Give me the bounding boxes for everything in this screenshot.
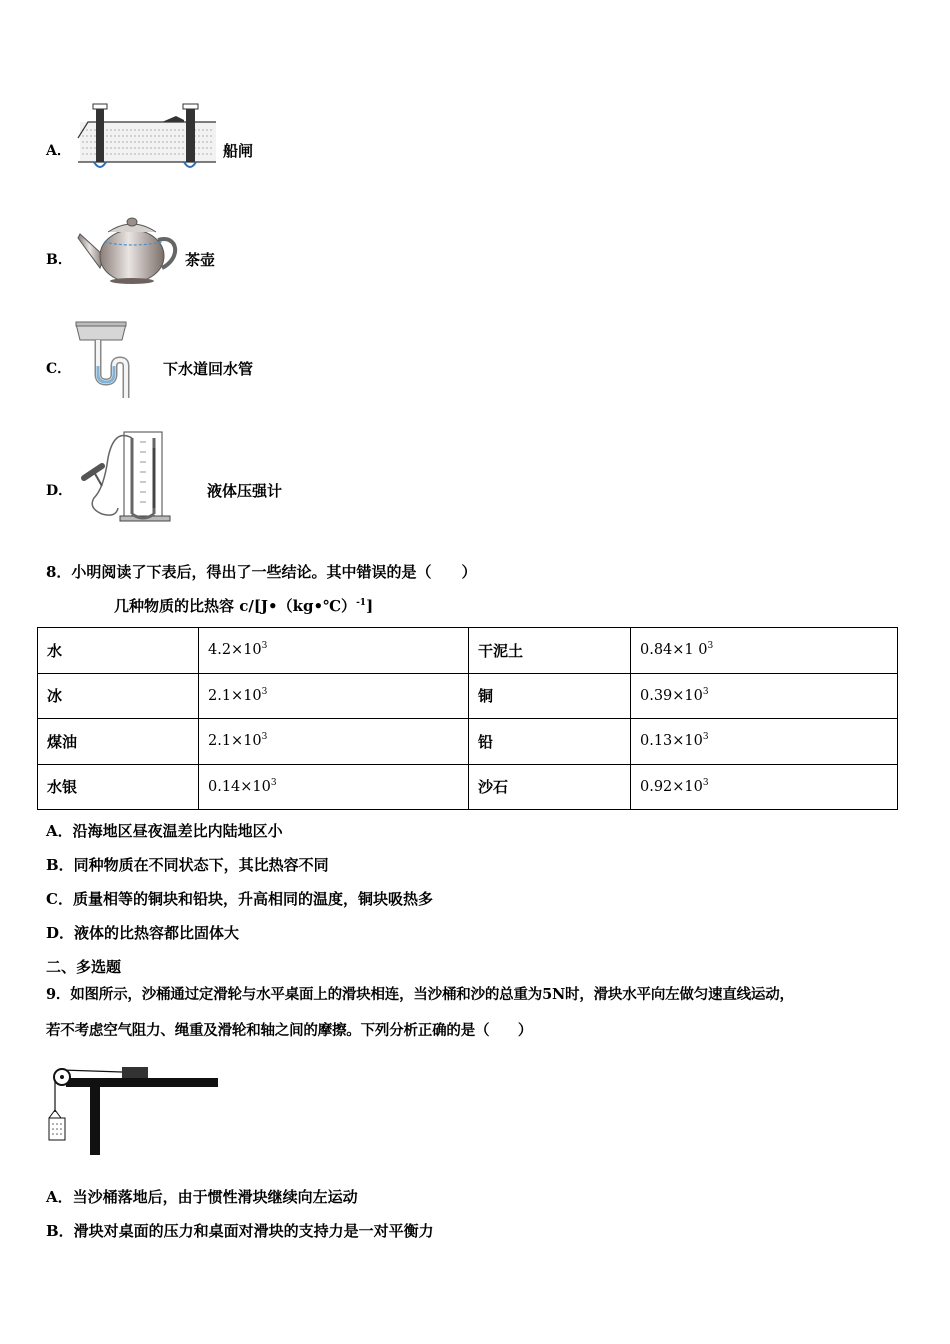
q8-option-b: B．同种物质在不同状态下，其比热容不同 xyxy=(46,856,329,874)
q8-option-c: C．质量相等的铜块和铅块，升高相同的温度，铜块吸热多 xyxy=(46,890,433,908)
substance-value: $4.2\times 10^3$ xyxy=(199,628,469,674)
option-d-label: D． xyxy=(46,483,73,499)
option-c-caption: 下水道回水管 xyxy=(163,360,254,378)
teapot-icon xyxy=(74,212,184,286)
pulley-table-icon xyxy=(46,1060,222,1160)
q8-stem: 8．小明阅读了下表后，得出了一些结论。其中错误的是（ ） xyxy=(46,563,477,581)
sink-trap-icon xyxy=(74,320,140,400)
substance-value: $0.13\times 10^3$ xyxy=(631,719,898,765)
specific-heat-table xyxy=(37,627,898,810)
substance-name: 水银 xyxy=(38,764,199,810)
table-row xyxy=(38,764,898,810)
table-row xyxy=(38,628,898,674)
q8-table-title: 几种物质的比热容 c/[J•（kg•℃）$^{-1}$] xyxy=(114,597,374,615)
q9-option-a: A．当沙桶落地后，由于惯性滑块继续向左运动 xyxy=(46,1188,358,1206)
substance-value: 0.84×1 $0^3$ xyxy=(631,628,898,674)
substance-name: 铜 xyxy=(469,673,631,719)
option-d-caption: 液体压强计 xyxy=(207,482,283,500)
q8-option-d: D．液体的比热容都比固体大 xyxy=(46,924,240,942)
substance-name: 煤油 xyxy=(38,719,199,765)
table-row xyxy=(38,673,898,719)
q9-stem-line1: 9．如图所示，沙桶通过定滑轮与水平桌面上的滑块相连，当沙桶和沙的总重为5N时，滑块水平向左做匀速直线运动， xyxy=(46,986,794,1003)
substance-value: $2.1\times 10^3$ xyxy=(199,719,469,765)
substance-value: $0.92\times 10^3$ xyxy=(631,764,898,810)
option-b-label: B． xyxy=(46,252,72,268)
q9-option-b: B．滑块对桌面的压力和桌面对滑块的支持力是一对平衡力 xyxy=(46,1222,434,1240)
q9-stem-line2: 若不考虑空气阻力、绳重及滑轮和轴之间的摩擦。下列分析正确的是（ ） xyxy=(46,1022,533,1039)
substance-name: 沙石 xyxy=(469,764,631,810)
section-title: 二、多选题 xyxy=(46,958,122,976)
substance-name: 冰 xyxy=(38,673,199,719)
substance-value: $0.39\times 10^3$ xyxy=(631,673,898,719)
option-c-label: C． xyxy=(46,361,72,377)
pressure-gauge-icon xyxy=(74,428,174,524)
substance-name: 干泥土 xyxy=(469,628,631,674)
substance-name: 铅 xyxy=(469,719,631,765)
substance-name: 水 xyxy=(38,628,199,674)
substance-value: $2.1\times 10^3$ xyxy=(199,673,469,719)
option-a-label: A． xyxy=(46,143,71,159)
ship-lock-icon xyxy=(76,100,220,176)
table-row xyxy=(38,719,898,765)
substance-value: $0.14\times 10^3$ xyxy=(199,764,469,810)
q8-option-a: A．沿海地区昼夜温差比内陆地区小 xyxy=(46,822,283,840)
option-b-caption: 茶壶 xyxy=(185,251,216,269)
option-a-caption: 船闸 xyxy=(223,142,254,160)
